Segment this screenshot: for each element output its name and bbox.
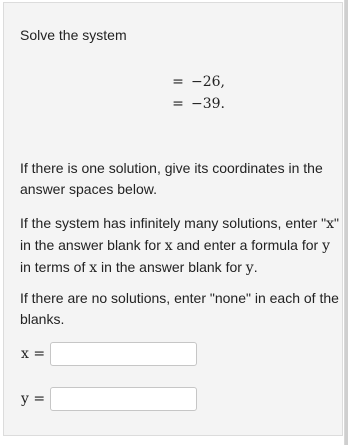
instruction-one-solution: If there is one solution, give its coordinates in the answer spaces below.	[20, 160, 323, 197]
infinite-var-x-3: x	[89, 260, 98, 276]
scrollbar[interactable]	[345, 0, 348, 445]
equation-1-relation: =	[172, 74, 184, 90]
x-answer-label: x =	[21, 346, 46, 362]
infinite-text-5: in the answer blank for	[97, 259, 246, 275]
equation-2-relation: =	[172, 96, 184, 112]
infinite-var-x-2: x	[164, 238, 173, 254]
infinite-text-3: and enter a formula for	[172, 237, 323, 253]
infinite-text-6: .	[253, 259, 258, 275]
x-answer-input[interactable]	[50, 342, 197, 366]
y-answer-label: y =	[21, 391, 46, 407]
question-card	[3, 2, 343, 436]
infinite-var-y-2: y	[245, 260, 254, 276]
infinite-var-x-1: x	[326, 216, 335, 232]
infinite-text-1: If the system has infinitely many solutions, enter "	[20, 215, 327, 231]
equation-1-rhs: −26,	[191, 74, 225, 90]
infinite-text-4: in terms of	[20, 259, 90, 275]
equation-2-rhs: −39.	[191, 96, 225, 112]
infinite-var-y-1: y	[322, 238, 330, 254]
instruction-infinite-solutions	[20, 213, 340, 279]
y-answer-input[interactable]	[50, 387, 197, 411]
infinite-text-2: " in the answer blank for	[20, 215, 339, 253]
instruction-no-solutions: If there are no solutions, enter "none" in each of the blanks.	[20, 290, 339, 327]
problem-intro: Solve the system	[20, 27, 127, 43]
